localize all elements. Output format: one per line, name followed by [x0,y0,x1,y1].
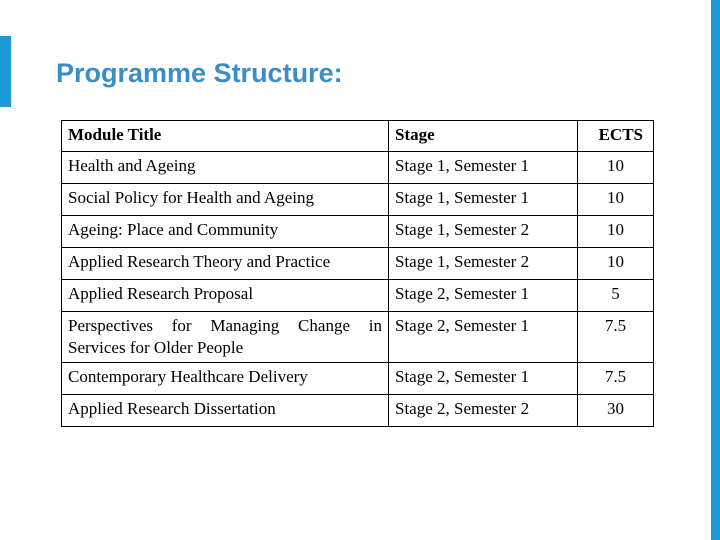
page-title: Programme Structure: [56,58,343,88]
header-module-title: Module Title [62,121,389,152]
ects-cell: 7.5 [578,363,654,395]
module-title-cell: Applied Research Proposal [62,280,389,312]
stage-cell: Stage 2, Semester 1 [389,280,578,312]
programme-table [61,120,654,427]
table-row [62,312,654,363]
table-row [62,248,654,280]
module-title-cell: Applied Research Dissertation [62,395,389,427]
module-title-cell: Contemporary Healthcare Delivery [62,363,389,395]
table-header-row [62,121,654,152]
stage-cell: Stage 1, Semester 2 [389,216,578,248]
table-row [62,184,654,216]
ects-cell: 10 [578,248,654,280]
table-row [62,363,654,395]
table-row [62,152,654,184]
stage-cell: Stage 1, Semester 1 [389,152,578,184]
right-accent-bar [711,0,720,540]
table-row [62,395,654,427]
left-accent-bar [0,36,11,107]
stage-cell: Stage 2, Semester 1 [389,363,578,395]
ects-cell: 10 [578,152,654,184]
ects-cell: 7.5 [578,312,654,363]
module-title-cell: Social Policy for Health and Ageing [62,184,389,216]
module-title-cell: Health and Ageing [62,152,389,184]
stage-cell: Stage 2, Semester 2 [389,395,578,427]
header-ects: ECTS [578,121,654,152]
stage-cell: Stage 1, Semester 1 [389,184,578,216]
module-title-cell: Perspectives for Managing Change in Services for Older People [62,312,389,363]
ects-cell: 10 [578,216,654,248]
stage-cell: Stage 1, Semester 2 [389,248,578,280]
stage-cell: Stage 2, Semester 1 [389,312,578,363]
module-title-cell: Ageing: Place and Community [62,216,389,248]
ects-cell: 5 [578,280,654,312]
table-row [62,216,654,248]
module-title-cell: Applied Research Theory and Practice [62,248,389,280]
ects-cell: 30 [578,395,654,427]
header-stage: Stage [389,121,578,152]
ects-cell: 10 [578,184,654,216]
table-row [62,280,654,312]
